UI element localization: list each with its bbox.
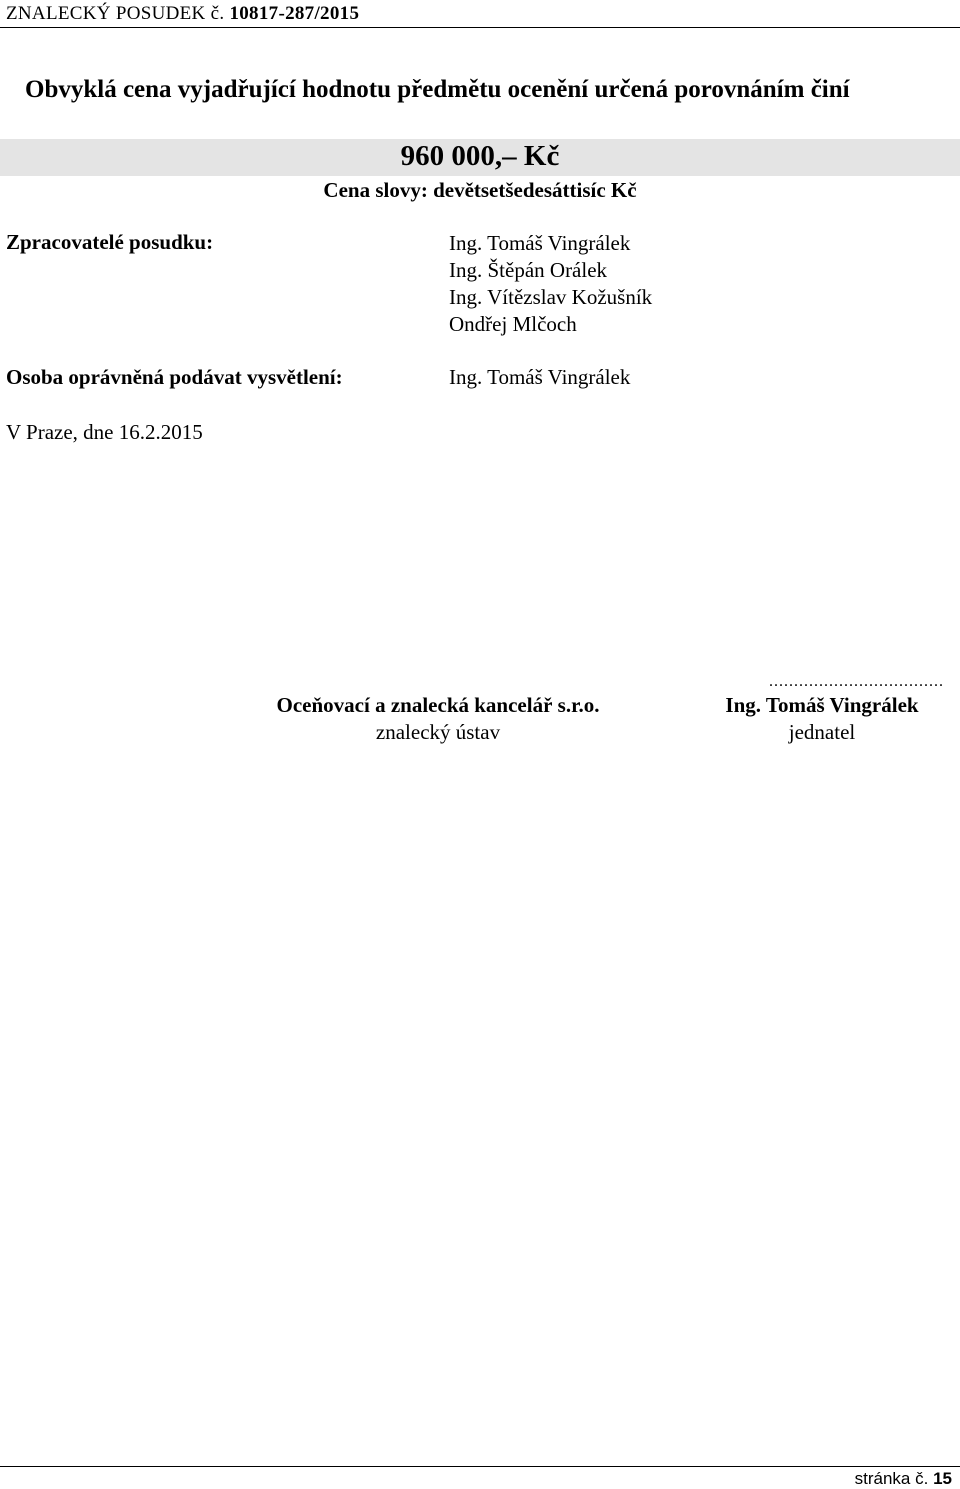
signatory-role: jednatel bbox=[788, 720, 856, 744]
header-divider bbox=[0, 27, 960, 28]
document-header bbox=[6, 3, 359, 25]
signatory-block bbox=[700, 668, 944, 746]
author-name: Ing. Tomáš Vingrálek bbox=[449, 231, 631, 255]
author-name: Ing. Štěpán Orálek bbox=[449, 258, 608, 282]
signature-line: ................................... bbox=[769, 673, 944, 690]
authors-label: Zpracovatelé posudku: bbox=[6, 230, 214, 254]
explanation-person: Ing. Tomáš Vingrálek bbox=[449, 365, 631, 389]
author-name: Ing. Vítězslav Kožušník bbox=[449, 285, 653, 309]
valuation-heading: Obvyklá cena vyjadřující hodnotu předmětu ocenění určená porovnáním činí bbox=[25, 76, 850, 103]
header-number: 10817-287/2015 bbox=[229, 3, 360, 24]
firm-type: znalecký ústav bbox=[375, 720, 501, 744]
price-amount: 960 000,– Kč bbox=[400, 140, 560, 172]
explanation-label: Osoba oprávněná podávat vysvětlení: bbox=[6, 365, 343, 389]
page-number: 15 bbox=[933, 1469, 952, 1488]
footer-divider bbox=[0, 1466, 960, 1467]
header-title: ZNALECKÝ POSUDEK č. bbox=[6, 3, 225, 24]
price-in-words: Cena slovy: devětsetšedesáttisíc Kč bbox=[323, 178, 637, 202]
author-name: Ondřej Mlčoch bbox=[449, 312, 577, 336]
page-label: stránka č. bbox=[854, 1469, 929, 1488]
signatory-name: Ing. Tomáš Vingrálek bbox=[725, 693, 919, 717]
firm-signature-block bbox=[218, 692, 658, 746]
authors-list bbox=[449, 230, 652, 338]
firm-name: Oceňovací a znalecká kancelář s.r.o. bbox=[276, 693, 600, 717]
place-and-date: V Praze, dne 16.2.2015 bbox=[6, 420, 203, 444]
page-footer bbox=[855, 1469, 952, 1489]
